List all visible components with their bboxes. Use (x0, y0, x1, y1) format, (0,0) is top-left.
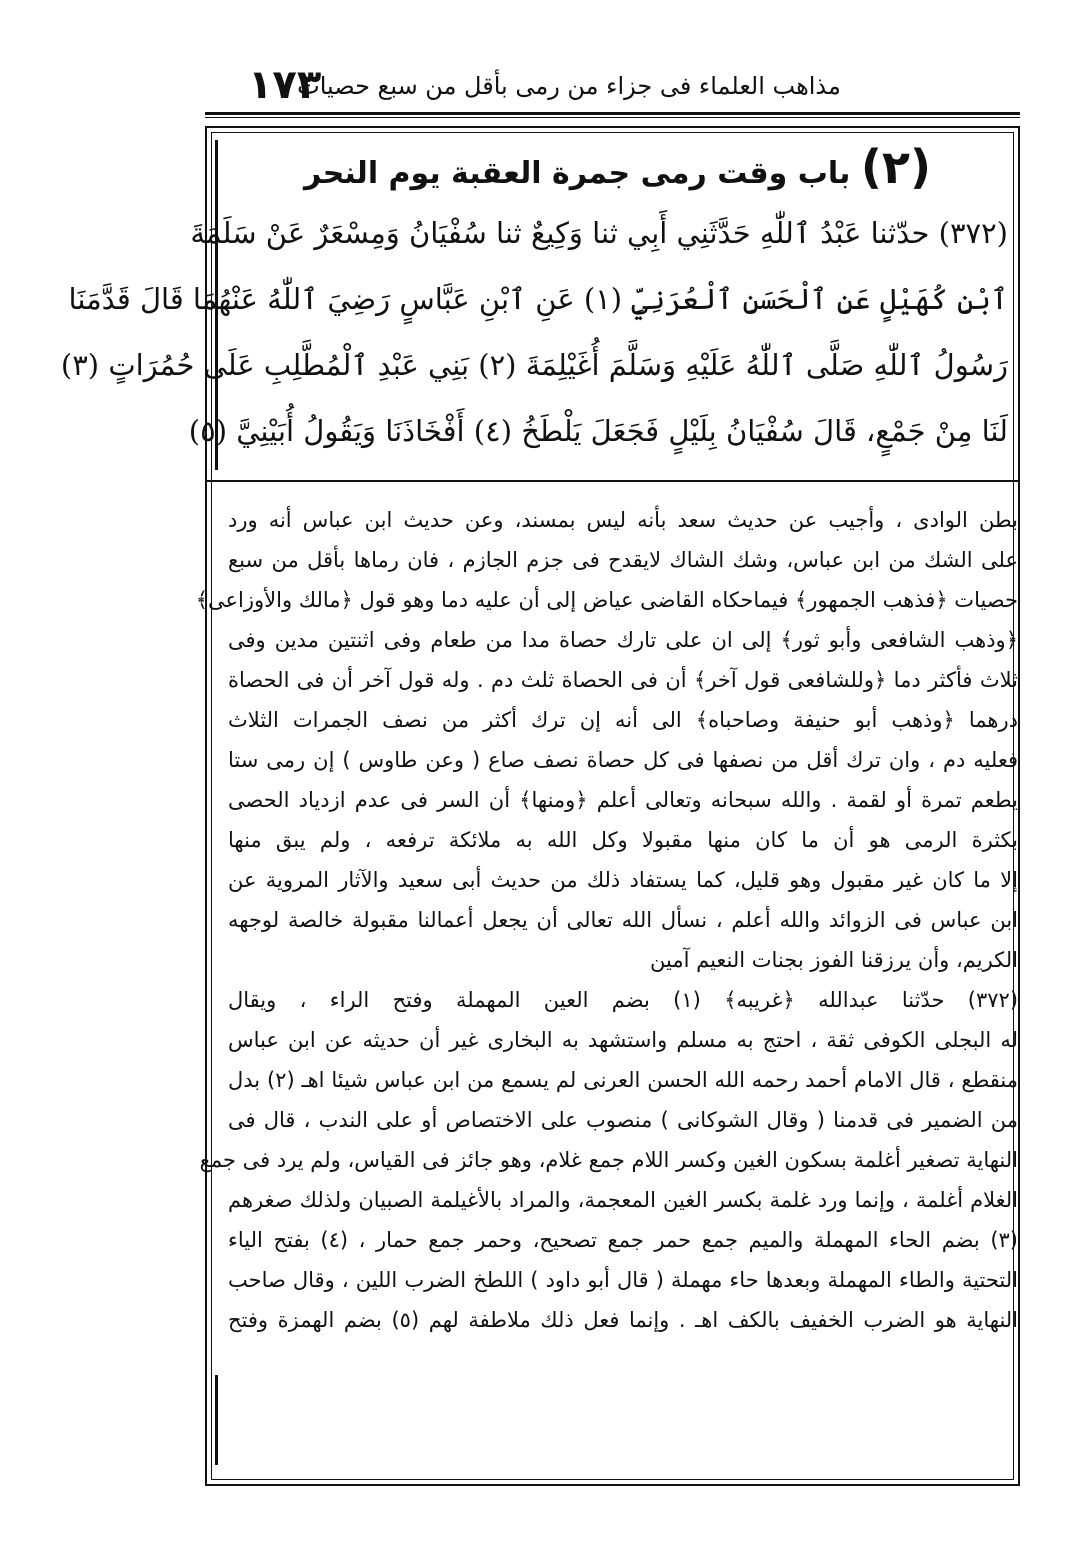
hadith-line: رَسُولُ ٱللّٰهِ صَلَّى ٱللّٰهُ عَلَيْهِ وَسَلَّمَ أُغَيْلِمَةَ (٢) بَنِي عَبْدِ ٱلْمُطَّلِبِ عَلَى حُمُرَاتٍ (٣) (60, 348, 1008, 382)
hadith-line: لَنَا مِنْ جَمْعٍ، قَالَ سُفْيَانُ بِلَيْلٍ فَجَعَلَ يَلْطَخُ (٤) أَفْخَاذَنَا وَيَقُولُ أُبَيْنِيَّ (٥) (188, 414, 1008, 448)
commentary-line: حصيات ﴿فذهب الجمهور﴾ فيماحكاه القاضى عياض إلى أن عليه دما وهو قول ﴿مالك والأوزاعى﴾ (195, 588, 1018, 612)
commentary-line: درهما ﴿وذهب أبو حنيفة وصاحباه﴾ الى أنه إن ترك أكثر من نصف الجمرات الثلاث (228, 708, 1018, 732)
commentary-line: ﴿وذهب الشافعى وأبو ثور﴾ إلى ان على تارك حصاة مدا من طعام وفى اثنتين مدين وفى (228, 628, 1018, 652)
commentary-line: إلا ما كان غير مقبول وهو قليل، كما يستفاد ذلك من حديث أبى سعيد والآثار المروية عن (228, 868, 1018, 892)
commentary-line: يطعم تمرة أو لقمة . والله سبحانه وتعالى أعلم ﴿ومنها﴾ أن السر فى عدم ازدياد الحصى (228, 788, 1018, 812)
hadith-text (60, 200, 1008, 464)
header-rule (205, 112, 1020, 118)
chapter-title: باب وقت رمى جمرة العقبة يوم النحر (304, 156, 851, 191)
commentary-line: (٣٧٢) حدّثنا عبدالله ﴿غريبه﴾ (١) بضم العين المهملة وفتح الراء ، ويقال (228, 988, 1019, 1012)
chapter-number: (٢) (860, 140, 931, 194)
page-number: ١٧٣ (248, 62, 322, 108)
commentary-line: الكريم، وأن يرزقنا الفوز بجنات النعيم آمين (650, 948, 1018, 972)
section-divider (205, 480, 1020, 482)
commentary-line: بكثرة الرمى هو أن ما كان منها مقبولا وكل الله به ملائكة ترفعه ، ولم يبق منها (228, 828, 1018, 852)
commentary-line: الغلام أغلمة ، وإنما ورد غلمة بكسر الغين المعجمة، والمراد بالأغيلمة الصبيان ولذلك صغرهم (228, 1188, 1018, 1212)
hadith-line: (٣٧٢) حدّثنا عَبْدُ ٱللّٰهِ حَدَّثَنِي أَبِي ثنا وَكِيعٌ ثنا سُفْيَانُ وَمِسْعَرٌ عَنْ سَلَمَةَ (190, 216, 1008, 250)
commentary-line: فعليه دم ، وان ترك أقل من نصفها فى كل حصاة نصف صاع ( وعن طاوس ) إن رمى ستا (228, 748, 1018, 772)
hadith-line: ٱبْنِ كُهَيْلٍ عَنِ ٱلْحَسَنِ ٱلْعُرَنِيِّ (١) عَنِ ٱبْنِ عَبَّاسٍ رَضِيَ ٱللّٰهُ عَنْهُمَا قَالَ قَدَّمَنَا (68, 282, 1008, 316)
commentary-line: من الضمير فى قدمنا ( وقال الشوكانى ) منصوب على الاختصاص أو على الندب ، قال فى (228, 1108, 1018, 1132)
commentary-line: بطن الوادى ، وأجيب عن حديث سعد بأنه ليس بمسند، وعن حديث ابن عباس أنه ورد (228, 508, 1018, 532)
gutter-line-bottom (215, 1375, 218, 1465)
commentary-text (195, 500, 1019, 1340)
commentary-line: ثلاث فأكثر دما ﴿وللشافعى قول آخر﴾ أن فى الحصاة ثلث دم . وله قول آخر أن فى الحصاة (228, 668, 1018, 692)
commentary-line: على الشك من ابن عباس، وشك الشاك لايقدح فى جزم الجازم ، فان رماها بأقل من سبع (228, 548, 1018, 572)
commentary-line: ابن عباس فى الزوائد والله أعلم ، نسأل الله تعالى أن يجعل أعمالنا مقبولة خالصة لوجهه (228, 908, 1018, 932)
commentary-line: (٣) بضم الحاء المهملة والميم جمع حمر جمع تصحيح، وحمر جمع حمار ، (٤) بفتح الياء (228, 1228, 1018, 1252)
commentary-line: النهاية تصغير أغلمة بسكون الغين وكسر اللام جمع غلام، وهو جائز فى القياس، ولم يرد فى جمع (199, 1148, 1018, 1172)
commentary-line: له البجلى الكوفى ثقة ، احتج به مسلم واستشهد به البخارى غير أن حديثه عن ابن عباس (228, 1028, 1018, 1052)
chapter-heading (225, 140, 1010, 194)
commentary-line: منقطع ، قال الامام أحمد رحمه الله الحسن العرنى لم يسمع من ابن عباس شيئا اهـ (٢) بدل (228, 1068, 1019, 1092)
running-header: مذاهب العلماء فى جزاء من رمى بأقل من سبع حصيات (297, 72, 841, 100)
commentary-line: التحتية والطاء المهملة وبعدها حاء مهملة ( قال أبو داود ) اللطخ الضرب اللين ، وقال صاحب (228, 1268, 1018, 1292)
commentary-line: النهاية هو الضرب الخفيف بالكف اهـ . وإنما فعل ذلك ملاطفة لهم (٥) بضم الهمزة وفتح (228, 1308, 1019, 1332)
